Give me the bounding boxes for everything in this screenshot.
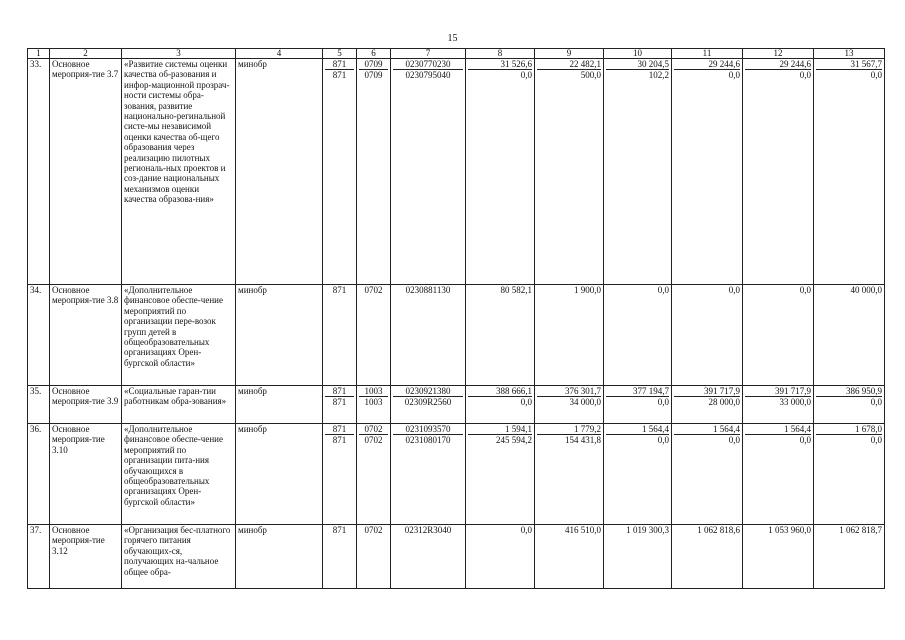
cell-c5: 871: [332, 397, 347, 408]
table-row: [28, 285, 885, 386]
cell-c9: 1 779,2: [537, 424, 601, 435]
cell-c10: 30 204,5: [606, 59, 669, 70]
cell-c9: 500,0: [580, 70, 601, 81]
header-cell: 3: [122, 49, 236, 59]
cell-c11: 1 062 818,6: [697, 525, 740, 535]
cell-c6: 0702: [364, 435, 383, 446]
cell-c8: 0,0: [520, 397, 532, 408]
row-type: Основное мероприя-тие 3.10: [50, 424, 122, 525]
table-row: [28, 59, 885, 285]
cell-c5: 871: [332, 435, 347, 446]
cell-c10: 0,0: [657, 397, 669, 408]
row-executor: минобр: [236, 285, 323, 386]
cell-c5: 871: [332, 70, 347, 81]
header-cell: 9: [535, 49, 604, 59]
header-cell: 12: [743, 49, 814, 59]
header-cell: 7: [391, 49, 466, 59]
cell-c7: 02309R2560: [404, 397, 452, 408]
cell-c7: 0230921380: [393, 386, 463, 397]
table-row: [28, 424, 885, 525]
cell-c8: 388 666,1: [468, 386, 532, 397]
cell-c6: 0702: [364, 525, 383, 535]
cell-c6: 0702: [359, 424, 388, 435]
cell-c5: 871: [332, 285, 347, 295]
budget-table: [27, 48, 885, 589]
cell-c8: 0,0: [520, 70, 532, 81]
cell-c11: 29 244,6: [674, 59, 740, 70]
header-cell: 2: [50, 49, 122, 59]
row-type: Основное мероприя-тие 3.9: [50, 386, 122, 424]
cell-c13: 1 062 818,7: [839, 525, 882, 535]
row-number: 37.: [28, 525, 50, 589]
cell-c13: 0,0: [870, 70, 882, 81]
row-name: «Организация бес-платного горячего питания обучающих-ся, получающих на-чальное общее обра-: [122, 525, 236, 589]
cell-c8: 80 582,1: [500, 285, 532, 295]
row-number: 35.: [28, 386, 50, 424]
cell-c13: 31 567,7: [816, 59, 882, 70]
cell-c9: 1 900,0: [574, 285, 601, 295]
cell-c13: 0,0: [870, 435, 882, 446]
cell-c12: 0,0: [799, 285, 811, 295]
row-type: Основное мероприя-тие 3.7: [50, 59, 122, 285]
header-row: [28, 49, 885, 59]
row-type: Основное мероприя-тие 3.8: [50, 285, 122, 386]
table-row: [28, 525, 885, 589]
row-name: «Социальные гаран-тии работникам обра-зования»: [122, 386, 236, 424]
cell-c8: 245 594,2: [496, 435, 532, 446]
header-cell: 10: [604, 49, 672, 59]
cell-c13: 40 000,0: [850, 285, 882, 295]
cell-c12: 1 564,4: [745, 424, 811, 435]
cell-c6: 0709: [359, 59, 388, 70]
cell-c10: 1 564,4: [606, 424, 669, 435]
cell-c9: 416 510,0: [565, 525, 601, 535]
cell-c6: 1003: [359, 386, 388, 397]
row-name: «Дополнительное финансовое обеспе-чение мероприятий по организации пита-ния обучающихся в общеобразовательных организациях Орен-бургской области»: [122, 424, 236, 525]
cell-c5: 871: [325, 424, 354, 435]
cell-c8: 31 526,6: [468, 59, 532, 70]
cell-c9: 376 301,7: [537, 386, 601, 397]
header-cell: 13: [814, 49, 885, 59]
cell-c11: 391 717,9: [674, 386, 740, 397]
cell-c12: 29 244,6: [745, 59, 811, 70]
header-cell: 1: [28, 49, 50, 59]
cell-c12: 0,0: [799, 435, 811, 446]
cell-c5: 871: [325, 386, 354, 397]
cell-c11: 0,0: [728, 435, 740, 446]
cell-c7: 0230795040: [405, 70, 451, 81]
cell-c7: 0230770230: [393, 59, 463, 70]
cell-c13: 386 950,9: [816, 386, 882, 397]
cell-c12: 391 717,9: [745, 386, 811, 397]
row-executor: минобр: [236, 525, 323, 589]
header-cell: 6: [357, 49, 391, 59]
cell-c11: 1 564,4: [674, 424, 740, 435]
row-number: 34.: [28, 285, 50, 386]
cell-c12: 0,0: [799, 70, 811, 81]
table-row: [28, 386, 885, 424]
row-executor: минобр: [236, 386, 323, 424]
cell-c13: 1 678,0: [816, 424, 882, 435]
header-cell: 4: [236, 49, 323, 59]
cell-c12: 1 053 960,0: [768, 525, 811, 535]
cell-c8: 0,0: [520, 525, 532, 535]
row-executor: минобр: [236, 59, 323, 285]
cell-c7: 0231093570: [393, 424, 463, 435]
cell-c11: 0,0: [728, 70, 740, 81]
page-number: 15: [447, 33, 458, 44]
cell-c9: 34 000,0: [569, 397, 601, 408]
row-number: 36.: [28, 424, 50, 525]
cell-c6: 1003: [364, 397, 383, 408]
cell-c10: 0,0: [657, 435, 669, 446]
cell-c12: 33 000,0: [779, 397, 811, 408]
cell-c7: 0230881130: [405, 285, 451, 295]
cell-c9: 22 482,1: [537, 59, 601, 70]
cell-c11: 0,0: [728, 285, 740, 295]
row-number: 33.: [28, 59, 50, 285]
row-name: «Дополнительное финансовое обеспе-чение мероприятий по организации пере-возок групп детей в общеобразовательных организациях Орен-бургской области»: [122, 285, 236, 386]
cell-c6: 0709: [364, 70, 383, 81]
row-executor: минобр: [236, 424, 323, 525]
row-name: «Развитие системы оценки качества об-разования и инфор-мационной прозрач-ности системы обра-зования, развитие национально-регинальной систе-мы независимой оценки качества об-щего образования через реализацию пилотных региональ-ных проектов и соз-дание национальных механизмов оценки качества образова-ния»: [122, 59, 236, 285]
cell-c10: 1 019 300,3: [626, 525, 669, 535]
header-cell: 5: [323, 49, 357, 59]
cell-c9: 154 431,8: [565, 435, 601, 446]
cell-c8: 1 594,1: [468, 424, 532, 435]
cell-c5: 871: [332, 525, 347, 535]
row-type: Основное мероприя-тие 3.12: [50, 525, 122, 589]
header-cell: 11: [672, 49, 743, 59]
cell-c10: 102,2: [648, 70, 669, 81]
header-cell: 8: [466, 49, 535, 59]
cell-c7: 02312R3040: [404, 525, 452, 535]
cell-c5: 871: [325, 59, 354, 70]
cell-c11: 28 000,0: [708, 397, 740, 408]
cell-c13: 0,0: [870, 397, 882, 408]
cell-c7: 0231080170: [405, 435, 451, 446]
cell-c10: 0,0: [657, 285, 669, 295]
cell-c6: 0702: [364, 285, 383, 295]
cell-c10: 377 194,7: [606, 386, 669, 397]
